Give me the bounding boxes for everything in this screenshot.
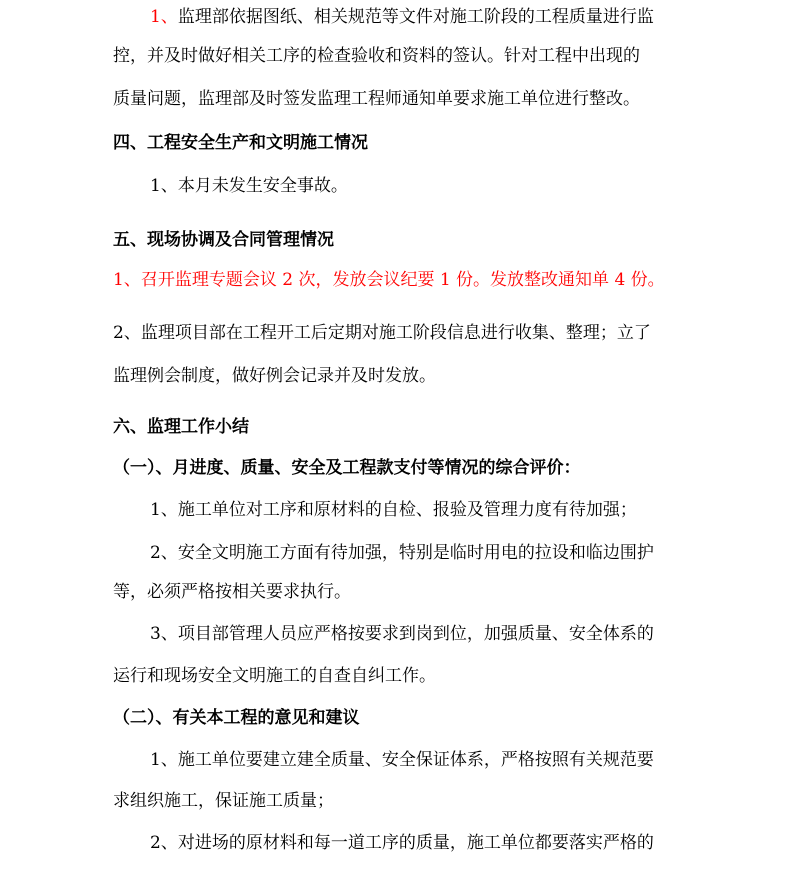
p1-line2: 控，并及时做好相关工序的检查验收和资料的签认。针对工程中出现的 bbox=[113, 46, 640, 66]
section6-sub1-item3-line1: 3、项目部管理人员应严格按要求到岗到位，加强质量、安全体系的 bbox=[150, 624, 654, 644]
section5-item2-line2: 监理例会制度，做好例会记录并及时发放。 bbox=[113, 366, 436, 386]
p1-line1 bbox=[150, 5, 792, 29]
section6-sub1-heading: （一）、月进度、质量、安全及工程款支付等情况的综合评价： bbox=[113, 458, 581, 478]
section5-item1 bbox=[113, 268, 792, 292]
section6-sub2-item1-line2: 求组织施工，保证施工质量； bbox=[113, 791, 334, 811]
p1-line3: 质量问题，监理部及时签发监理工程师通知单要求施工单位进行整改。 bbox=[113, 89, 640, 109]
section6-sub2-heading: （二）、有关本工程的意见和建议 bbox=[113, 708, 360, 728]
section6-sub1-item2-line2: 等，必须严格按相关要求执行。 bbox=[113, 582, 351, 602]
section6-sub1-item2-line1: 2、安全文明施工方面有待加强，特别是临时用电的拉设和临边围护 bbox=[150, 543, 654, 563]
section5-heading: 五、现场协调及合同管理情况 bbox=[113, 230, 334, 250]
section6-sub1-item3-line2: 运行和现场安全文明施工的自查自纠工作。 bbox=[113, 666, 436, 686]
p1-prefix: 1、 bbox=[150, 7, 178, 27]
p1-line1-text: 监理部依据图纸、相关规范等文件对施工阶段的工程质量进行监 bbox=[177, 7, 654, 27]
section5-item2-line1: 2、监理项目部在工程开工后定期对施工阶段信息进行收集、整理；立了 bbox=[113, 323, 651, 343]
section5-item1-text: 1、召开监理专题会议 2 次，发放会议纪要 1 份。发放整改通知单 4 份。 bbox=[113, 270, 665, 290]
section6-sub2-item1-line1: 1、施工单位要建立建全质量、安全保证体系，严格按照有关规范要 bbox=[150, 750, 654, 770]
section4-heading: 四、工程安全生产和文明施工情况 bbox=[113, 133, 368, 153]
section4-item1: 1、本月未发生安全事故。 bbox=[150, 176, 348, 196]
section6-sub1-item1: 1、施工单位对工序和原材料的自检、报验及管理力度有待加强； bbox=[150, 500, 637, 520]
section6-heading: 六、监理工作小结 bbox=[113, 417, 249, 437]
section6-sub2-item2-line1: 2、对进场的原材料和每一道工序的质量，施工单位都要落实严格的 bbox=[150, 833, 654, 853]
